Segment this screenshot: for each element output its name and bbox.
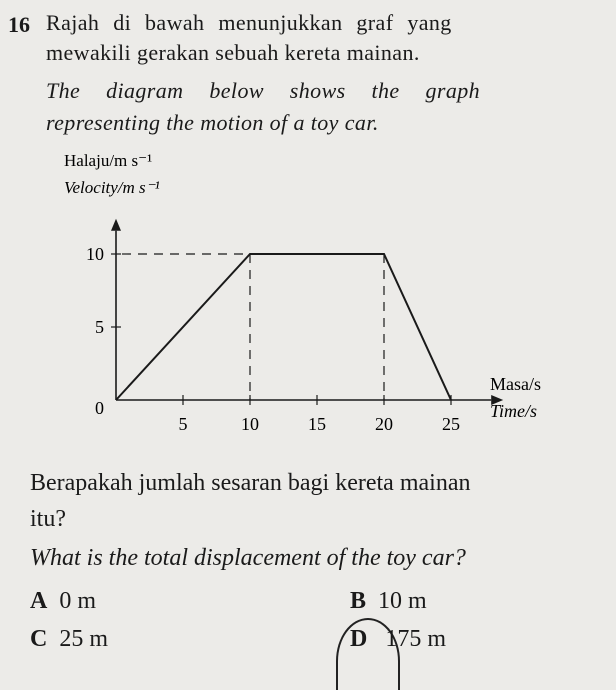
option-b[interactable]	[350, 588, 427, 615]
question-number: 16	[8, 12, 30, 37]
option-c-letter: C	[30, 626, 48, 652]
x-tick-label: 5	[178, 414, 188, 434]
option-b-letter: B	[350, 588, 367, 614]
y-axis-arrow	[111, 219, 121, 231]
intro-english-line-1: The diagram below shows the graph	[46, 78, 481, 103]
x-axis-label-malay: Masa/s	[490, 374, 541, 394]
y-tick-label: 0	[95, 398, 104, 418]
option-a-letter: A	[30, 588, 48, 614]
option-d-letter: D	[350, 626, 368, 652]
intro-malay-line-1: Rajah di bawah menunjukkan graf yang	[46, 10, 452, 35]
x-tick-label: 10	[241, 414, 259, 434]
question-english: What is the total displacement of the toy car?	[30, 545, 466, 571]
x-tick-label: 20	[375, 414, 393, 434]
option-a-text: 0 m	[59, 588, 97, 614]
velocity-line	[116, 254, 451, 400]
question-malay-line-1: Berapakah jumlah sesaran bagi kereta mainan	[30, 470, 471, 496]
option-a[interactable]	[30, 588, 96, 615]
option-b-text: 10 m	[378, 588, 427, 614]
option-d-text: 175 m	[385, 626, 447, 652]
y-axis-label-malay: Halaju/m s⁻¹	[64, 151, 153, 170]
y-tick-label: 10	[86, 244, 104, 264]
option-c-text: 25 m	[59, 626, 109, 652]
y-axis-label-english: Velocity/m s⁻¹	[64, 178, 160, 197]
y-tick-label: 5	[95, 317, 104, 337]
intro-malay-line-2: mewakili gerakan sebuah kereta mainan.	[46, 40, 420, 65]
option-c[interactable]	[30, 626, 108, 653]
question-malay-line-2: itu?	[30, 506, 66, 532]
option-d[interactable]	[350, 626, 446, 653]
x-tick-label: 25	[442, 414, 460, 434]
intro-english-line-2: representing the motion of a toy car.	[46, 110, 379, 135]
x-tick-label: 15	[308, 414, 326, 434]
x-axis-label-english: Time/s	[490, 401, 538, 421]
